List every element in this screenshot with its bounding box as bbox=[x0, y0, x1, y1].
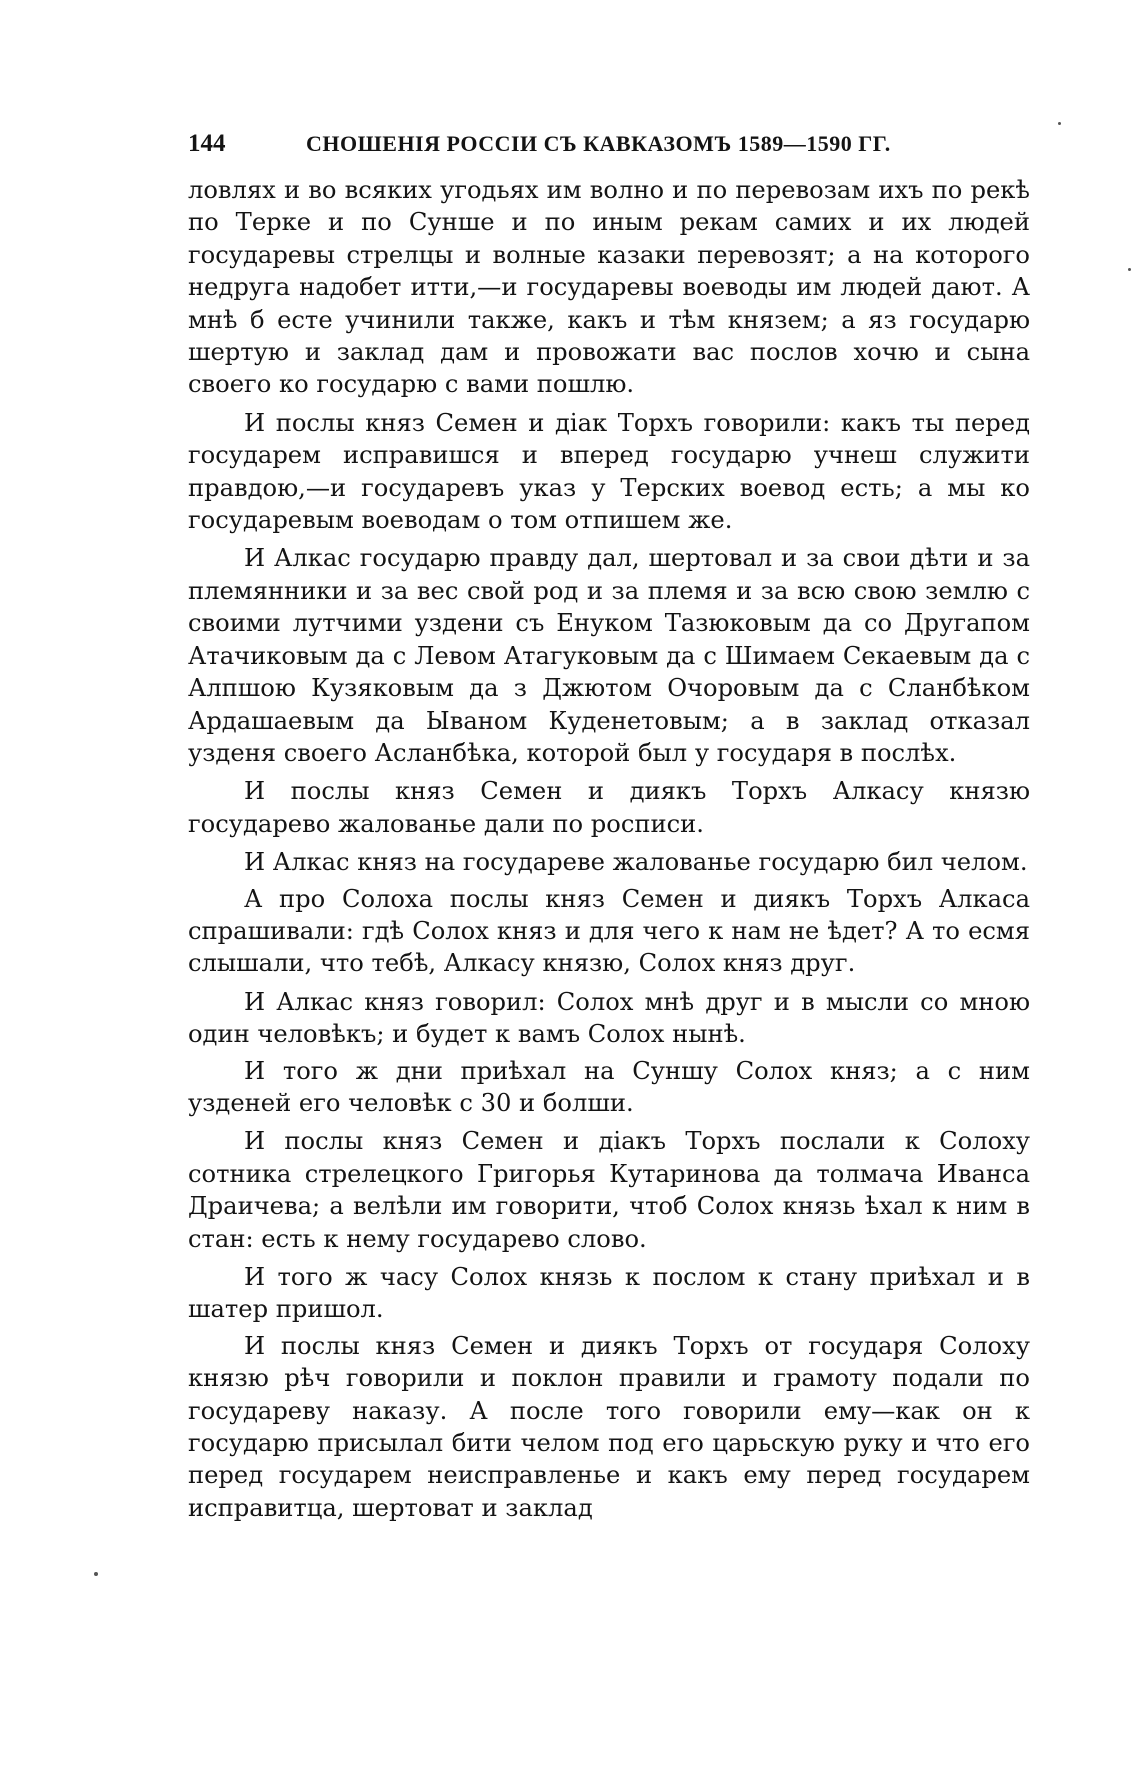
paragraph: ловлях и во всяких угодьях им волно и по перевозам ихъ по рекѣ по Терке и по Сунше и по иным рекам самих и их людей государевы стрелцы и волные казаки перевозят; а на которого недруга надобет итти,—и государевы воеводы им людей дают. А мнѣ б есте учинили также, какъ и тѣм князем; а яз государю шертую и заклад дам и провожати вас послов хочю и сына своего ко государю с вами пошлю. bbox=[188, 176, 1030, 399]
paragraph: И того ж дни приѣхал на Суншу Солох княз; а с ним узденей его человѣк с 30 и болши. bbox=[188, 1056, 1030, 1117]
running-title: СНОШЕНІЯ РОССІИ СЪ КАВКАЗОМЪ 1589—1590 ГГ. bbox=[306, 131, 891, 156]
paragraph: И послы княз Семен и диякъ Торхъ от государя Солоху князю рѣч говорили и поклон правили и грамоту подали по государеву наказу. А после того говорили ему—как он к государю присылал бити челом под его царьскую руку и что его перед государем неисправленье и какъ ему перед государем исправитца, шертоват и заклад bbox=[188, 1331, 1030, 1522]
scan-speck bbox=[94, 1572, 98, 1576]
paragraph: А про Солоха послы княз Семен и диякъ Торхъ Алкаса спрашивали: гдѣ Солох княз и для чего к нам не ѣдет? А то есмя слышали, что тебѣ, Алкасу князю, Солох княз друг. bbox=[188, 884, 1030, 978]
paragraph: И того ж часу Солох князь к послом к стану приѣхал и в шатер пришол. bbox=[188, 1263, 1030, 1324]
paragraph: И послы княз Семен и діак Торхъ говорили: какъ ты перед государем исправишся и вперед государю учнеш служити правдою,—и государевъ указ у Терских воевод есть; а мы ко государевым воеводам о том отпишем же. bbox=[188, 408, 1030, 535]
book-page bbox=[188, 130, 1030, 1530]
scan-speck bbox=[1058, 122, 1061, 125]
page-number: 144 bbox=[188, 130, 226, 157]
paragraph: И Алкас государю правду дал, шертовал и за свои дѣти и за племянники и за вес свой род и за племя и за всю свою землю с своими лутчими уздени съ Енуком Тазюковым да со Другапом Атачиковым да с Левом Атагуковым да с Шимаем Секаевым да с Алпшою Кузяковым да з Джютом Очоровым да с Сланбѣком Ардашаевым да Ываном Куденетовым; а в заклад отказал узденя своего Асланбѣка, которой был у государя в послѣх. bbox=[188, 544, 1030, 767]
paragraph: И Алкас княз на государеве жалованье государю бил челом. bbox=[244, 848, 1028, 877]
body-text bbox=[188, 174, 1030, 1524]
paragraph: И послы княз Семен и диякъ Торхъ Алкасу князю государево жалованье дали по росписи. bbox=[188, 777, 1030, 838]
scan-speck bbox=[1128, 268, 1131, 271]
paragraph: И Алкас княз говорил: Солох мнѣ друг и в мысли со мною один человѣкъ; и будет к вамъ Солох нынѣ. bbox=[188, 987, 1030, 1049]
paragraph: И послы княз Семен и діакъ Торхъ послали к Солоху сотника стрелецкого Григорья Кутаринова да толмача Иванса Драичева; а велѣли им говорити, чтоб Солох князь ѣхал к ним в стан: есть к нему государево слово. bbox=[188, 1127, 1030, 1253]
running-head bbox=[188, 130, 1030, 174]
